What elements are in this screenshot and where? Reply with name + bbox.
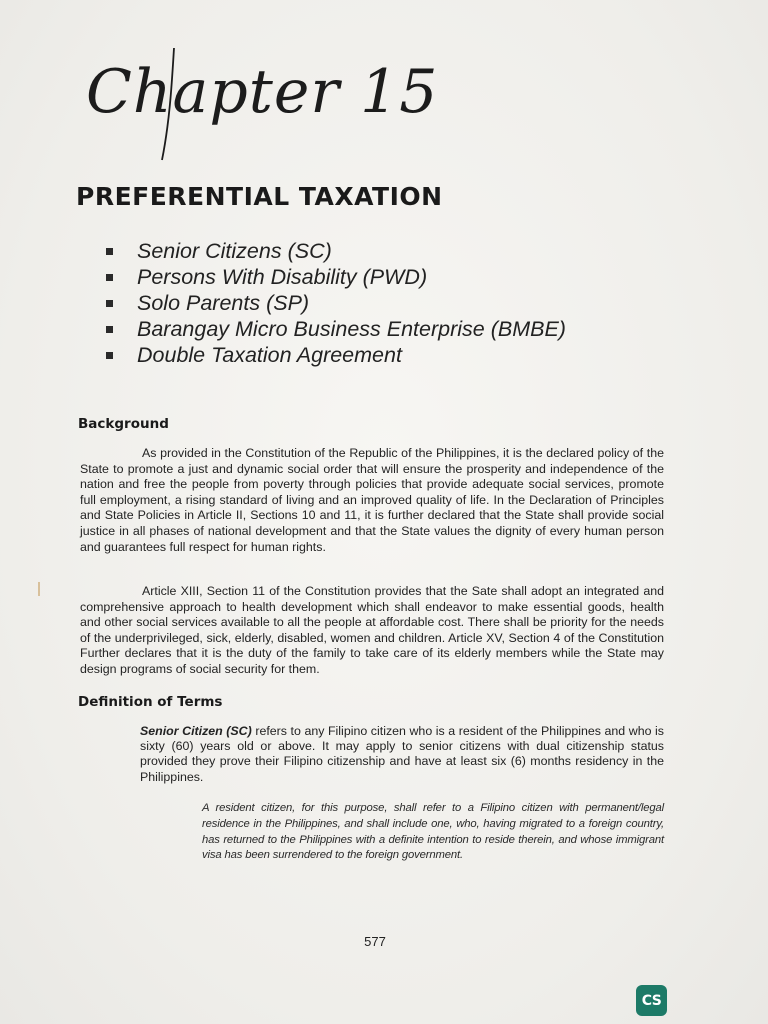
chapter-script-heading: [82, 40, 442, 170]
topic-label: Senior Citizens (SC): [137, 238, 332, 263]
senior-citizen-term: Senior Citizen (SC): [140, 724, 252, 738]
background-paragraph-1: [80, 446, 664, 555]
chapter-script-text: Chapter 15: [86, 57, 439, 127]
margin-mark: [38, 582, 40, 596]
background-paragraph-2: [80, 584, 664, 678]
square-bullet-icon: [106, 352, 113, 359]
badge-label: CS: [641, 992, 662, 1009]
page-number: 577: [364, 934, 386, 949]
senior-citizen-definition: [140, 724, 664, 785]
list-item: [106, 290, 566, 316]
chapter-title: [82, 40, 442, 170]
square-bullet-icon: [106, 326, 113, 333]
square-bullet-icon: [106, 248, 113, 255]
topic-label: Persons With Disability (PWD): [137, 264, 428, 289]
background-paragraph-1-text: As provided in the Constitution of the Republic of the Philippines, it is the declared policy of the State to promote a just and dynamic social order that will ensure the prosperity and independence of the nation and free the people from poverty through policies that provide adequate social services, promote full employment, a rising standard of living and an improved quality of life. In the Declaration of Principles and State Policies in Article II, Sections 10 and 11, it is further declared that the State shall provide social justice in all phases of national development and that the State values the dignity of every human person and guarantees full respect for human rights.: [80, 446, 664, 554]
resident-citizen-quote: A resident citizen, for this purpose, shall refer to a Filipino citizen with permanent/legal residence in the Philippines, and shall include one, who, having migrated to a foreign country, has returned to the Philippines with a definite intention to reside therein, and whose immigrant visa has been surrendered to the foreign government.: [202, 802, 664, 862]
topic-label: Double Taxation Agreement: [137, 342, 402, 367]
list-item: [106, 238, 566, 264]
topic-label: Solo Parents (SP): [137, 290, 310, 315]
section-heading: PREFERENTIAL TAXATION: [76, 182, 443, 211]
list-item: [106, 264, 566, 290]
topic-list: [106, 238, 566, 368]
background-heading: Background: [78, 416, 169, 432]
list-item: [106, 342, 566, 368]
background-paragraph-2-text: Article XIII, Section 11 of the Constitution provides that the Sate shall adopt an integrated and comprehensive approach to health development which shall endeavor to make essential goods, health and other social services available to all the people at affordable cost. There shall be priority for the needs of the underprivileged, sick, elderly, disabled, women and children. Article XV, Section 4 of the Constitution Further declares that it is the duty of the family to take care of its elderly members while the State may design programs of social security for them.: [80, 584, 664, 676]
camscanner-logo-icon[interactable]: [636, 985, 667, 1016]
topic-label: Barangay Micro Business Enterprise (BMBE): [137, 316, 566, 341]
square-bullet-icon: [106, 274, 113, 281]
definitions-heading: Definition of Terms: [78, 694, 223, 710]
list-item: [106, 316, 566, 342]
senior-citizen-text: refers to any Filipino citizen who is a resident of the Philippines and who is sixty (60) years old or above. It may apply to senior citizens with dual citizenship status provided they prove their Filipino citizenship and have at least six (6) months residency in the Philippines.: [140, 724, 664, 784]
square-bullet-icon: [106, 300, 113, 307]
